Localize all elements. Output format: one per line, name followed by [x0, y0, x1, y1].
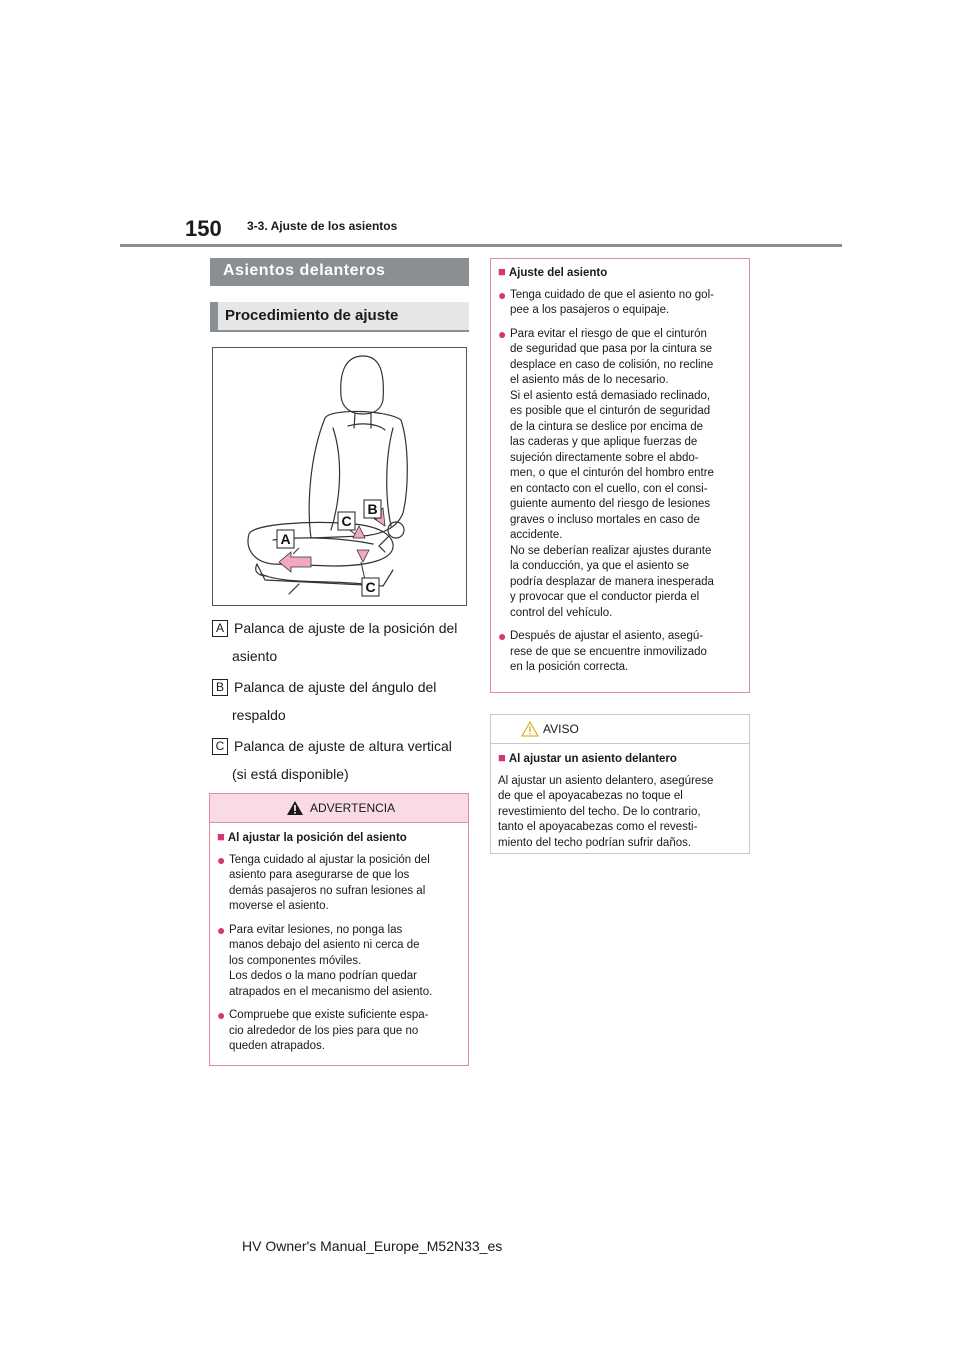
legend-label-b-line1: Palanca de ajuste del ángulo del — [234, 679, 437, 695]
legend-label-a-line1: Palanca de ajuste de la posición del — [234, 620, 458, 636]
caution-triangle-icon — [521, 721, 539, 737]
bullet-dot-icon: ● — [217, 851, 226, 868]
svg-text:B: B — [367, 501, 378, 517]
warning-triangle-icon — [286, 800, 304, 816]
page-number: 150 — [185, 216, 222, 241]
warning-bullet: ● Para evitar el riesgo de que el cinturón de seguridad que pasa por la cintura se desplace en caso de colisión, no recline el asiento más de lo necesario. Si el asiento está demasiado reclinado, es posible que el cinturón de seguridad de la cintura se deslice por encima de las caderas y que aplique fuerzas de sujeción directamente sobre el abdo- men, o que el cinturón del hombro entre en contacto con el cuello, con el consi- guiente aumento del riesgo de lesiones graves o incluso mortales en caso de accidente. No se deberían realizar ajustes durante la conducción, ya que el asiento se podría desplazar de manera inesperada y provocar que el conductor pierda el control del vehículo. — [498, 325, 714, 619]
callout-b — [364, 500, 381, 518]
legend-label-c-line2: (si está disponible) — [232, 766, 349, 782]
seat-illustration — [212, 347, 467, 606]
warning-header — [210, 794, 468, 823]
caution-header — [491, 715, 749, 744]
warning-bullet: ● Después de ajustar el asiento, asegú- rese de que se encuentre inmovilizado en la posición correcta. — [498, 628, 707, 673]
bullet-dot-icon: ● — [498, 286, 507, 303]
arrow-a — [279, 552, 311, 572]
arrow-c-lower — [357, 550, 369, 562]
callout-c-lower — [362, 578, 379, 596]
legend-badge-b: B — [212, 679, 228, 696]
warning-bullet: ● Para evitar lesiones, no ponga las manos debajo del asiento ni cerca de los componentes móviles. Los dedos o la mano podrían quedar atrapados en el mecanismo del asiento. — [217, 921, 433, 998]
subsection-heading: Procedimiento de ajuste — [210, 302, 469, 332]
square-bullet-icon: ■ — [217, 829, 225, 844]
warning-title: ■ Al ajustar la posición del asiento — [217, 829, 407, 844]
bullet-dot-icon: ● — [498, 628, 507, 644]
svg-text:C: C — [365, 579, 376, 595]
bullet-dot-icon: ● — [498, 325, 507, 342]
seat-drawing — [213, 348, 466, 605]
square-bullet-icon: ■ — [498, 750, 506, 765]
warning-box-left — [209, 793, 469, 1066]
headrest-shape — [341, 356, 384, 414]
svg-text:C: C — [341, 513, 352, 529]
legend-label-b-line2: respaldo — [232, 707, 286, 723]
footer-text: HV Owner's Manual_Europe_M52N33_es — [242, 1238, 503, 1254]
warning-box-right — [490, 258, 750, 693]
section-title: 3-3. Ajuste de los asientos — [247, 219, 398, 233]
caution-box — [490, 714, 750, 854]
legend-item-c — [212, 732, 469, 761]
caution-title: ■ Al ajustar un asiento delantero — [498, 750, 677, 765]
header-rule — [120, 244, 842, 247]
legend-badge-a: A — [212, 620, 228, 637]
warning-bullet: ● Tenga cuidado de que el asiento no gol- pee a los pasajeros o equipaje. — [498, 286, 714, 316]
svg-text:A: A — [280, 531, 291, 547]
legend-item-b — [212, 673, 469, 702]
warning-bullet: ● Tenga cuidado al ajustar la posición del asiento para asegurarse de que los demás pasajeros no sufran lesiones al moverse el asiento. — [217, 851, 430, 912]
caution-text: Al ajustar un asiento delantero, asegúrese de que el apoyacabezas no toque el revestimiento del techo. De lo contrario, tanto el apoyacabezas como el revesti- miento del techo podrían sufrir daños. — [498, 774, 714, 849]
legend-badge-c: C — [212, 738, 228, 755]
legend-label-a-line2: asiento — [232, 648, 278, 664]
warning-title: ■ Ajuste del asiento — [498, 264, 608, 279]
warning-label: ADVERTENCIA — [310, 801, 396, 815]
legend-label-c-line1: Palanca de ajuste de altura vertical — [234, 738, 452, 754]
section-heading: Asientos delanteros — [210, 258, 469, 286]
callout-a — [277, 530, 294, 548]
bullet-dot-icon: ● — [217, 921, 226, 938]
callout-c-upper — [338, 512, 355, 530]
square-bullet-icon: ■ — [498, 264, 506, 279]
warning-bullet: ● Compruebe que existe suficiente espa- cio alrededor de los pies para que no queden atrapados. — [217, 1007, 429, 1052]
bullet-dot-icon: ● — [217, 1007, 226, 1023]
legend-item-a — [212, 614, 469, 643]
caution-label: AVISO — [543, 722, 579, 736]
